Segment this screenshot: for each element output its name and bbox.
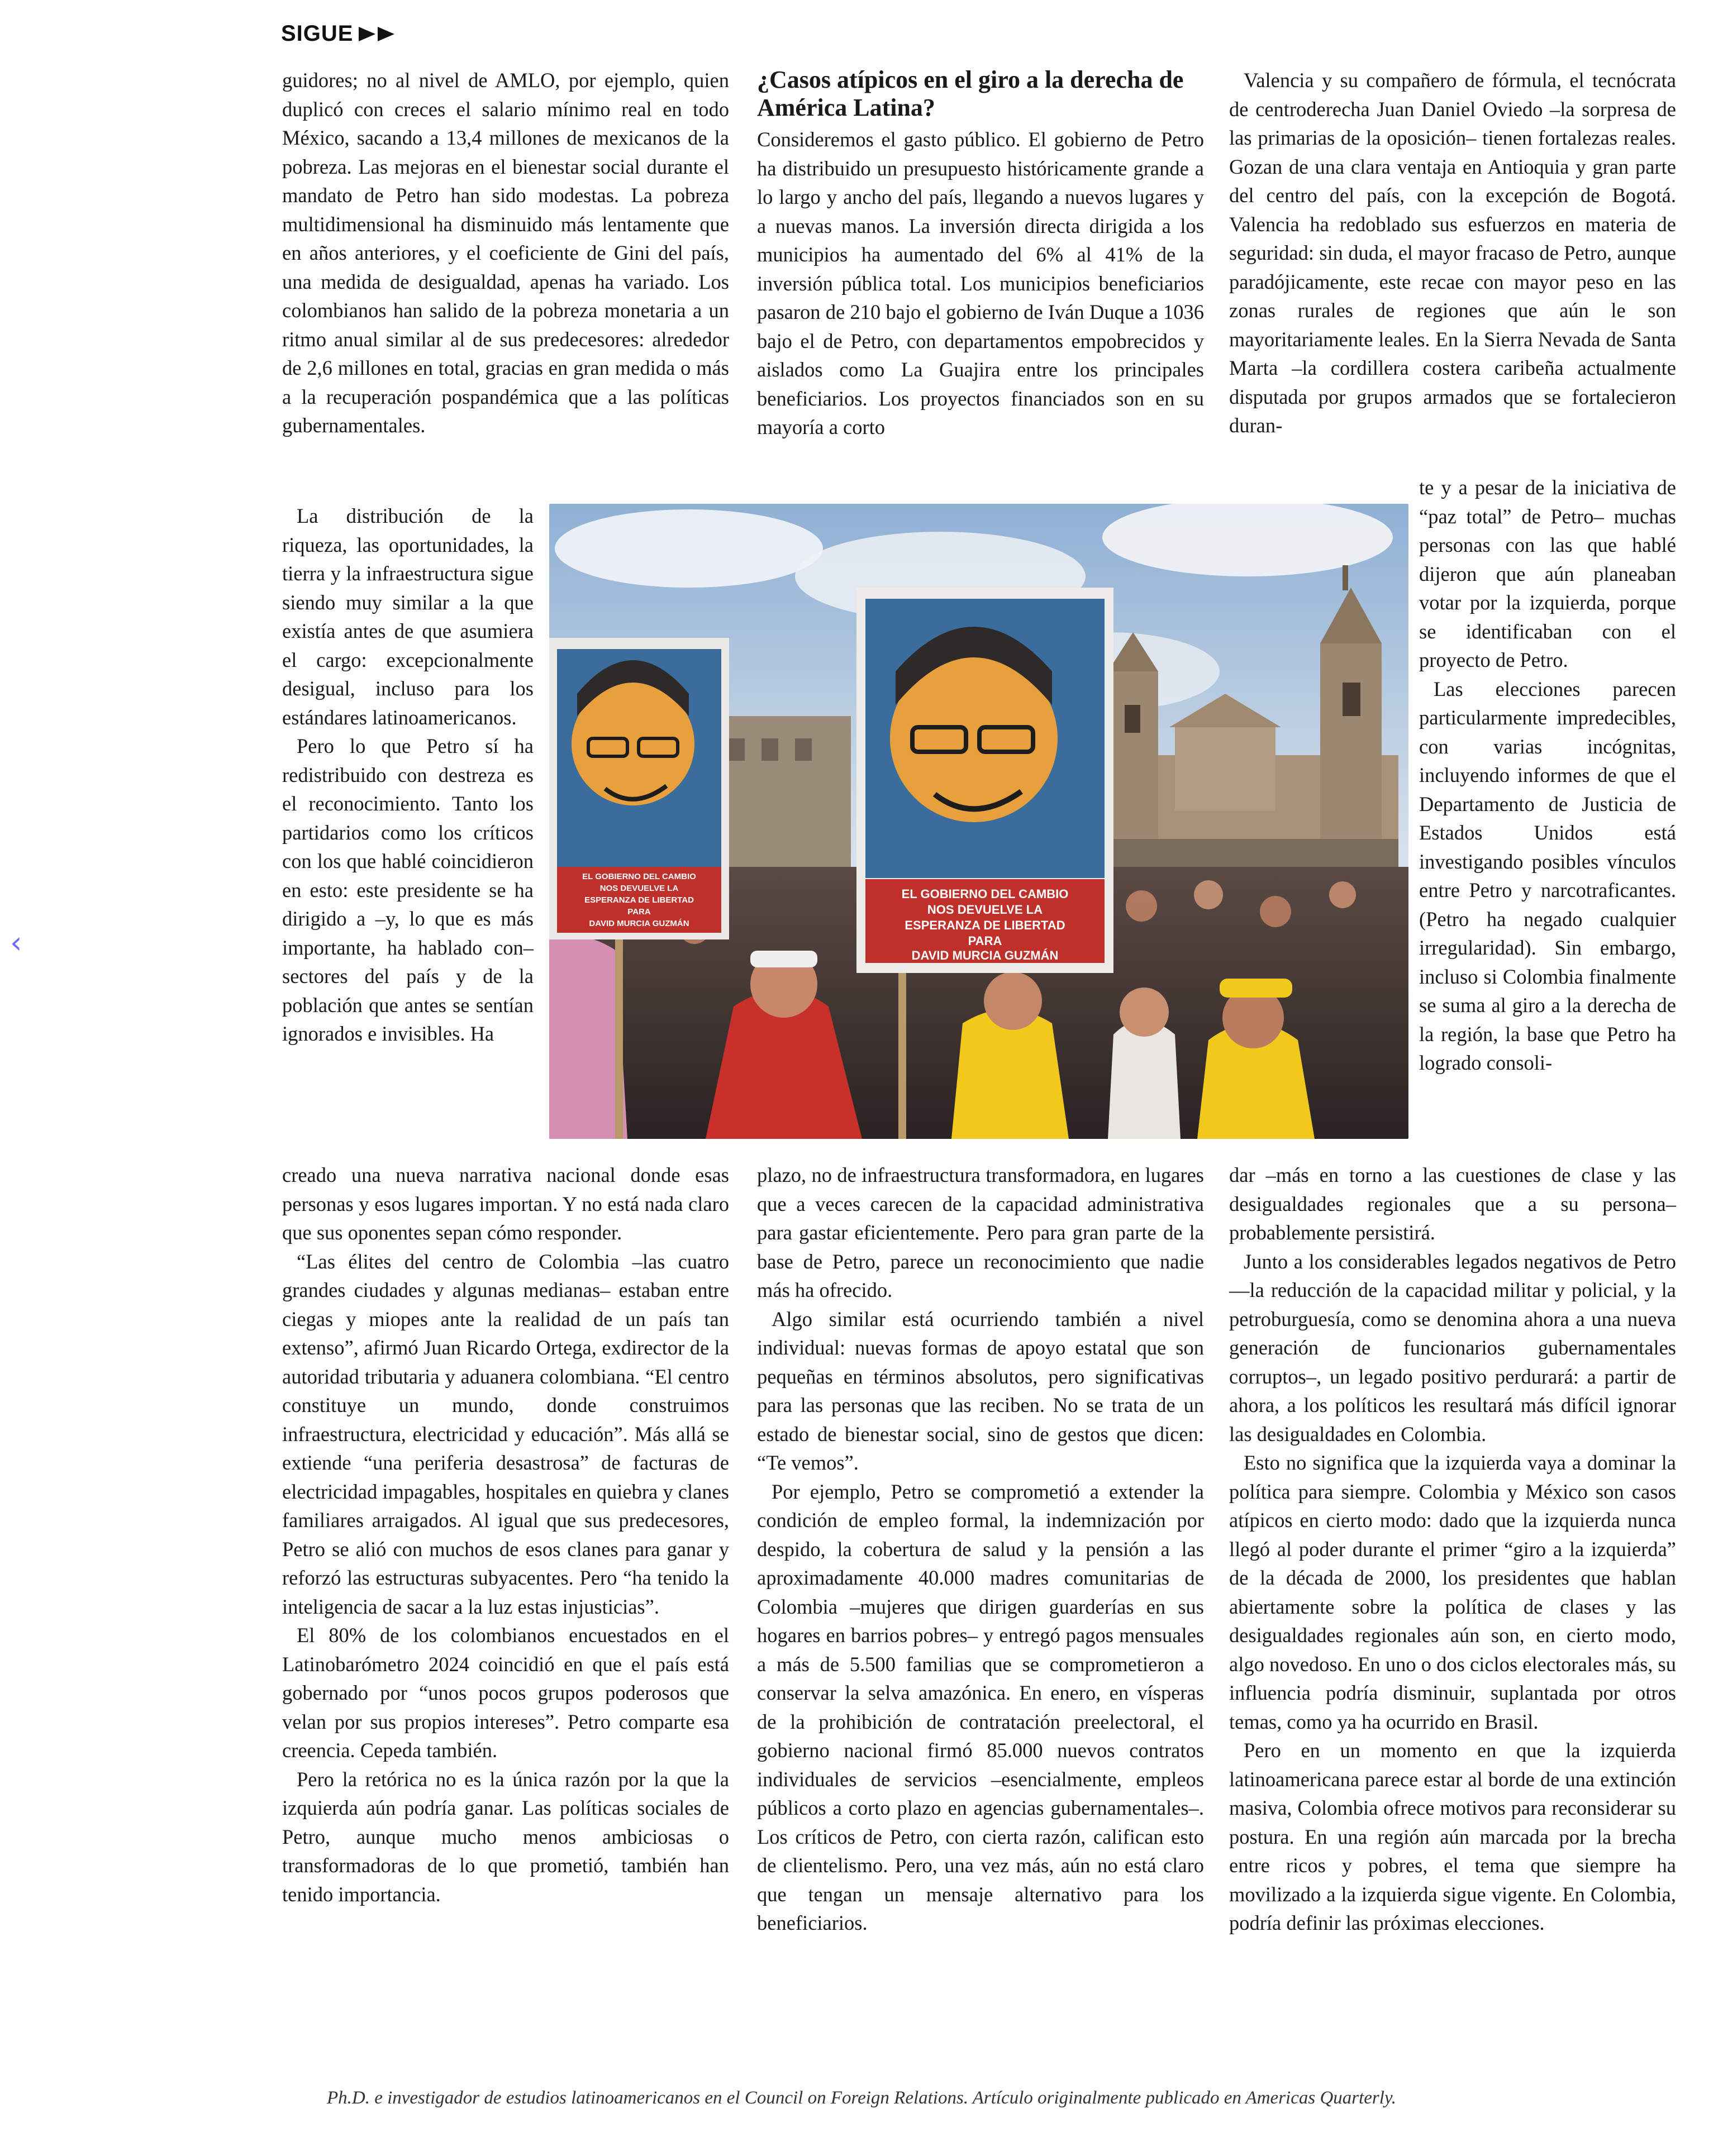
paragraph: Consideremos el gasto público. El gobierno de Petro ha distribuido un presupuesto históricamente grande a lo largo y ancho del país, llegando a nuevos lugares y a nuevas manos. La inversión directa dirigida a los municipios ha aumentado del 6% al 41% de la inversión pública total. Los municipios beneficiarios pasaron de 210 bajo el gobierno de Iván Duque a 1036 bajo el de Petro, con departamentos empobrecidos y aislados como La Guajira entre los principales beneficiarios. Los proyectos financiados son en su mayoría a corto <box>757 128 1204 438</box>
paragraph: te y a pesar de la iniciativa de “paz total” de Petro– muchas personas con las que hablé dijeron que aún planeaban votar por la izquierda, porque se identificaban con el proyecto de Petro. <box>1419 476 1676 671</box>
column-3-wrap <box>1419 473 1676 1077</box>
rally-photo <box>549 504 1408 1139</box>
paragraph: Junto a los considerables legados negativos de Petro —la reducción de la capacidad militar y policial, y la petroburguesía, como se denomina ahora a una nueva generación de funcionarios gubernamentales corruptos–, un legado positivo perdurará: a partir de ahora, a los políticos les resultará más difícil ignorar las desigualdades en Colombia. <box>1229 1249 1676 1446</box>
rally-illustration <box>549 504 1408 1139</box>
sign-line: NOS DEVUELVE LA <box>599 884 679 893</box>
column-3-bottom <box>1229 1161 1676 1938</box>
paragraph: Por ejemplo, Petro se comprometió a extender la condición de empleo formal, la indemnización por despido, la cobertura de salud y la pensión a las aproximadamente 40.000 madres comunitarias de Colombia –mujeres que dirigen guarderías en sus hogares en barrios pobres– y entregó pagos mensuales a más de 5.500 familias que se comprometieron a conservar la selva amazónica. En enero, en vísperas de la prohibición de contratación preelectoral, el gobierno nacional firmó 85.000 nuevos contratos individuales de servicios –esencialmente, empleos públicos a corto plazo en agencias gubernamentales–. Los críticos de Petro, con cierta razón, califican esto de clientelismo. Pero, una vez más, aún no está claro que tengan un mensaje alternativo para los beneficiarios. <box>757 1480 1204 1934</box>
sign-line: PARA <box>627 907 651 917</box>
sign-line: DAVID MURCIA GUZMÁN <box>911 948 1059 962</box>
paragraph: creado una nueva narrativa nacional donde esas personas y esos lugares importan. Y no está nada claro que sus oponentes sepan cómo responder. <box>282 1163 729 1244</box>
column-1-wrap <box>282 502 534 1048</box>
paragraph: guidores; no al nivel de AMLO, por ejemplo, quien duplicó con creces el salario mínimo real en todo México, sacando a 13,4 millones de mexicanos de la pobreza. Las mejoras en el bienestar social durante el mandato de Petro han sido modestas. La pobreza multidimensional ha disminuido más lentamente que en años anteriores, y el coeficiente de Gini del país, una medida de desigualdad, apenas ha variado. Los colombianos han salido de la pobreza monetaria a un ritmo anual similar al de sus predecesores: alrededor de 2,6 millones en total, gracias en gran medida o más a la recuperación pospandémica que a las políticas gubernamentales. <box>282 69 729 437</box>
right-sign-text <box>902 887 1069 962</box>
continue-label[interactable] <box>281 21 397 46</box>
paragraph: dar –más en torno a las cuestiones de clase y las desigualdades regionales que a su persona– probablemente persistirá. <box>1229 1163 1676 1244</box>
sign-line: ESPERANZA DE LIBERTAD <box>584 895 694 905</box>
paragraph: Pero la retórica no es la única razón por la que la izquierda aún podría ganar. Las políticas sociales de Petro, aunque mucho menos ambiciosas o transformadoras de lo que prometió, también han tenido importancia. <box>282 1767 729 1906</box>
paragraph: Valencia y su compañero de fórmula, el tecnócrata de centroderecha Juan Daniel Oviedo –la sorpresa de las primarias de la oposición– tienen fortalezas reales. Gozan de una clara ventaja en Antioquia y gran parte del centro del país, con la excepción de Bogotá. Valencia ha redoblado sus esfuerzos en materia de seguridad: sin duda, el mayor fracaso de Petro, aunque paradójicamente, este recae con mayor peso en las zonas rurales de regiones que aún le son mayoritariamente leales. En la Sierra Nevada de Santa Marta –la cordillera costera caribeña actualmente disputada por grupos armados que se fortalecieron duran- <box>1229 69 1676 437</box>
sign-line: EL GOBIERNO DEL CAMBIO <box>901 887 1069 901</box>
paragraph: Esto no significa que la izquierda vaya a dominar la política para siempre. Colombia y México son casos atípicos en cierto modo: dado que la izquierda nunca llegó al poder durante el primer “giro a la izquierda” de la década de 2000, los presidentes que hablan abiertamente sobre la política de clases y las desigualdades regionales aún son, en cierto modo, algo novedoso. En uno o dos ciclos electorales más, su influencia podría disminuir, suplantada por otros temas, como ya ha ocurrido en Brasil. <box>1229 1451 1676 1733</box>
sign-line: DAVID MURCIA GUZMÁN <box>589 919 689 928</box>
paragraph: El 80% de los colombianos encuestados en el Latinobarómetro 2024 coincidió en que el país está gobernado por “unos pocos grupos poderosos que velan por sus propios intereses”. Petro comparte esa creencia. Cepeda también. <box>282 1624 729 1762</box>
section-subheading: ¿Casos atípicos en el giro a la derecha de América Latina? <box>757 66 1184 121</box>
paragraph: La distribución de la riqueza, las oportunidades, la tierra y la infraestructura sigue siendo muy similar a la que existía antes de que asumiera el cargo: excepcionalmente desigual, incluso para los estándares latinoamericanos. <box>282 504 534 729</box>
sign-line: ESPERANZA DE LIBERTAD <box>905 918 1065 932</box>
double-play-arrow-icon <box>359 26 397 42</box>
paragraph: Pero en un momento en que la izquierda latinoamericana parece estar al borde de una extinción masiva, Colombia ofrece motivos para reconsiderar su postura. En una región aún marcada por la brecha entre ricos y pobres, el tema que siempre ha movilizado a la izquierda sigue vigente. En Colombia, podría definir las próximas elecciones. <box>1229 1739 1676 1934</box>
continue-text: SIGUE <box>281 21 354 46</box>
paragraph: Pero lo que Petro sí ha redistribuido con destreza es el reconocimiento. Tanto los partidarios como los críticos con los que hablé coincidieron en esto: este presidente se ha dirigido a –y, lo que es más importante, ha hablado con– sectores del país y de la población que antes se sentían ignorados e invisibles. Ha <box>282 734 534 1045</box>
sign-line: EL GOBIERNO DEL CAMBIO <box>582 872 696 881</box>
sign-line: NOS DEVUELVE LA <box>927 903 1043 917</box>
paragraph: Algo similar está ocurriendo también a nivel individual: nuevas formas de apoyo estatal que son pequeñas en términos absolutos, pero significativas para las personas que las reciben. No se trata de un estado de bienestar social, sino de gestos que dicen: “Te vemos”. <box>757 1307 1204 1474</box>
paragraph: Las elecciones parecen particularmente impredecibles, con varias incógnitas, incluyendo informes de que el Departamento de Justicia de Estados Unidos está investigando posibles vínculos entre Petro y narcotraficantes. (Petro ha negado cualquier irregularidad). Sin embargo, incluso si Colombia finalmente se suma al giro a la derecha de la región, la base que Petro ha logrado consoli- <box>1419 677 1676 1074</box>
column-1-bottom <box>282 1161 729 1909</box>
column-3-top <box>1229 66 1676 440</box>
previous-page-chevron-icon[interactable]: ‹ <box>10 925 22 960</box>
paragraph: plazo, no de infraestructura transformadora, en lugares que a veces carecen de la capacidad administrativa para gastar eficientemente. Pero para gran parte de la base de Petro, parece un reconocimiento que nadie más ha ofrecido. <box>757 1163 1204 1301</box>
paragraph: “Las élites del centro de Colombia –las cuatro grandes ciudades y algunas medianas– estaban entre ciegas y miopes ante la realidad de un país tan extenso”, afirmó Juan Ricardo Ortega, exdirector de la autoridad tributaria y aduanera colombiana. “El centro constituye un mundo, donde construimos infraestructura, electricidad y educación”. Más allá se extiende “una periferia desastrosa” de facturas de electricidad impagables, hospitales en quiebra y clanes familiares arraigados. Al igual que sus predecesores, Petro se alió con muchos de esos clanes para ganar y reforzó las estructuras subyacentes. Pero “ha tenido la inteligencia de sacar a la luz estas injusticias”. <box>282 1249 729 1618</box>
column-1-top <box>282 66 729 440</box>
left-sign-text <box>582 872 696 928</box>
column-2-bottom <box>757 1161 1204 1938</box>
column-2-top <box>757 66 1204 442</box>
sign-line: PARA <box>968 934 1002 948</box>
author-footnote: Ph.D. e investigador de estudios latinoamericanos en el Council on Foreign Relations. Artículo originalmente publicado en Americas Quarterly. <box>326 2088 1397 2108</box>
